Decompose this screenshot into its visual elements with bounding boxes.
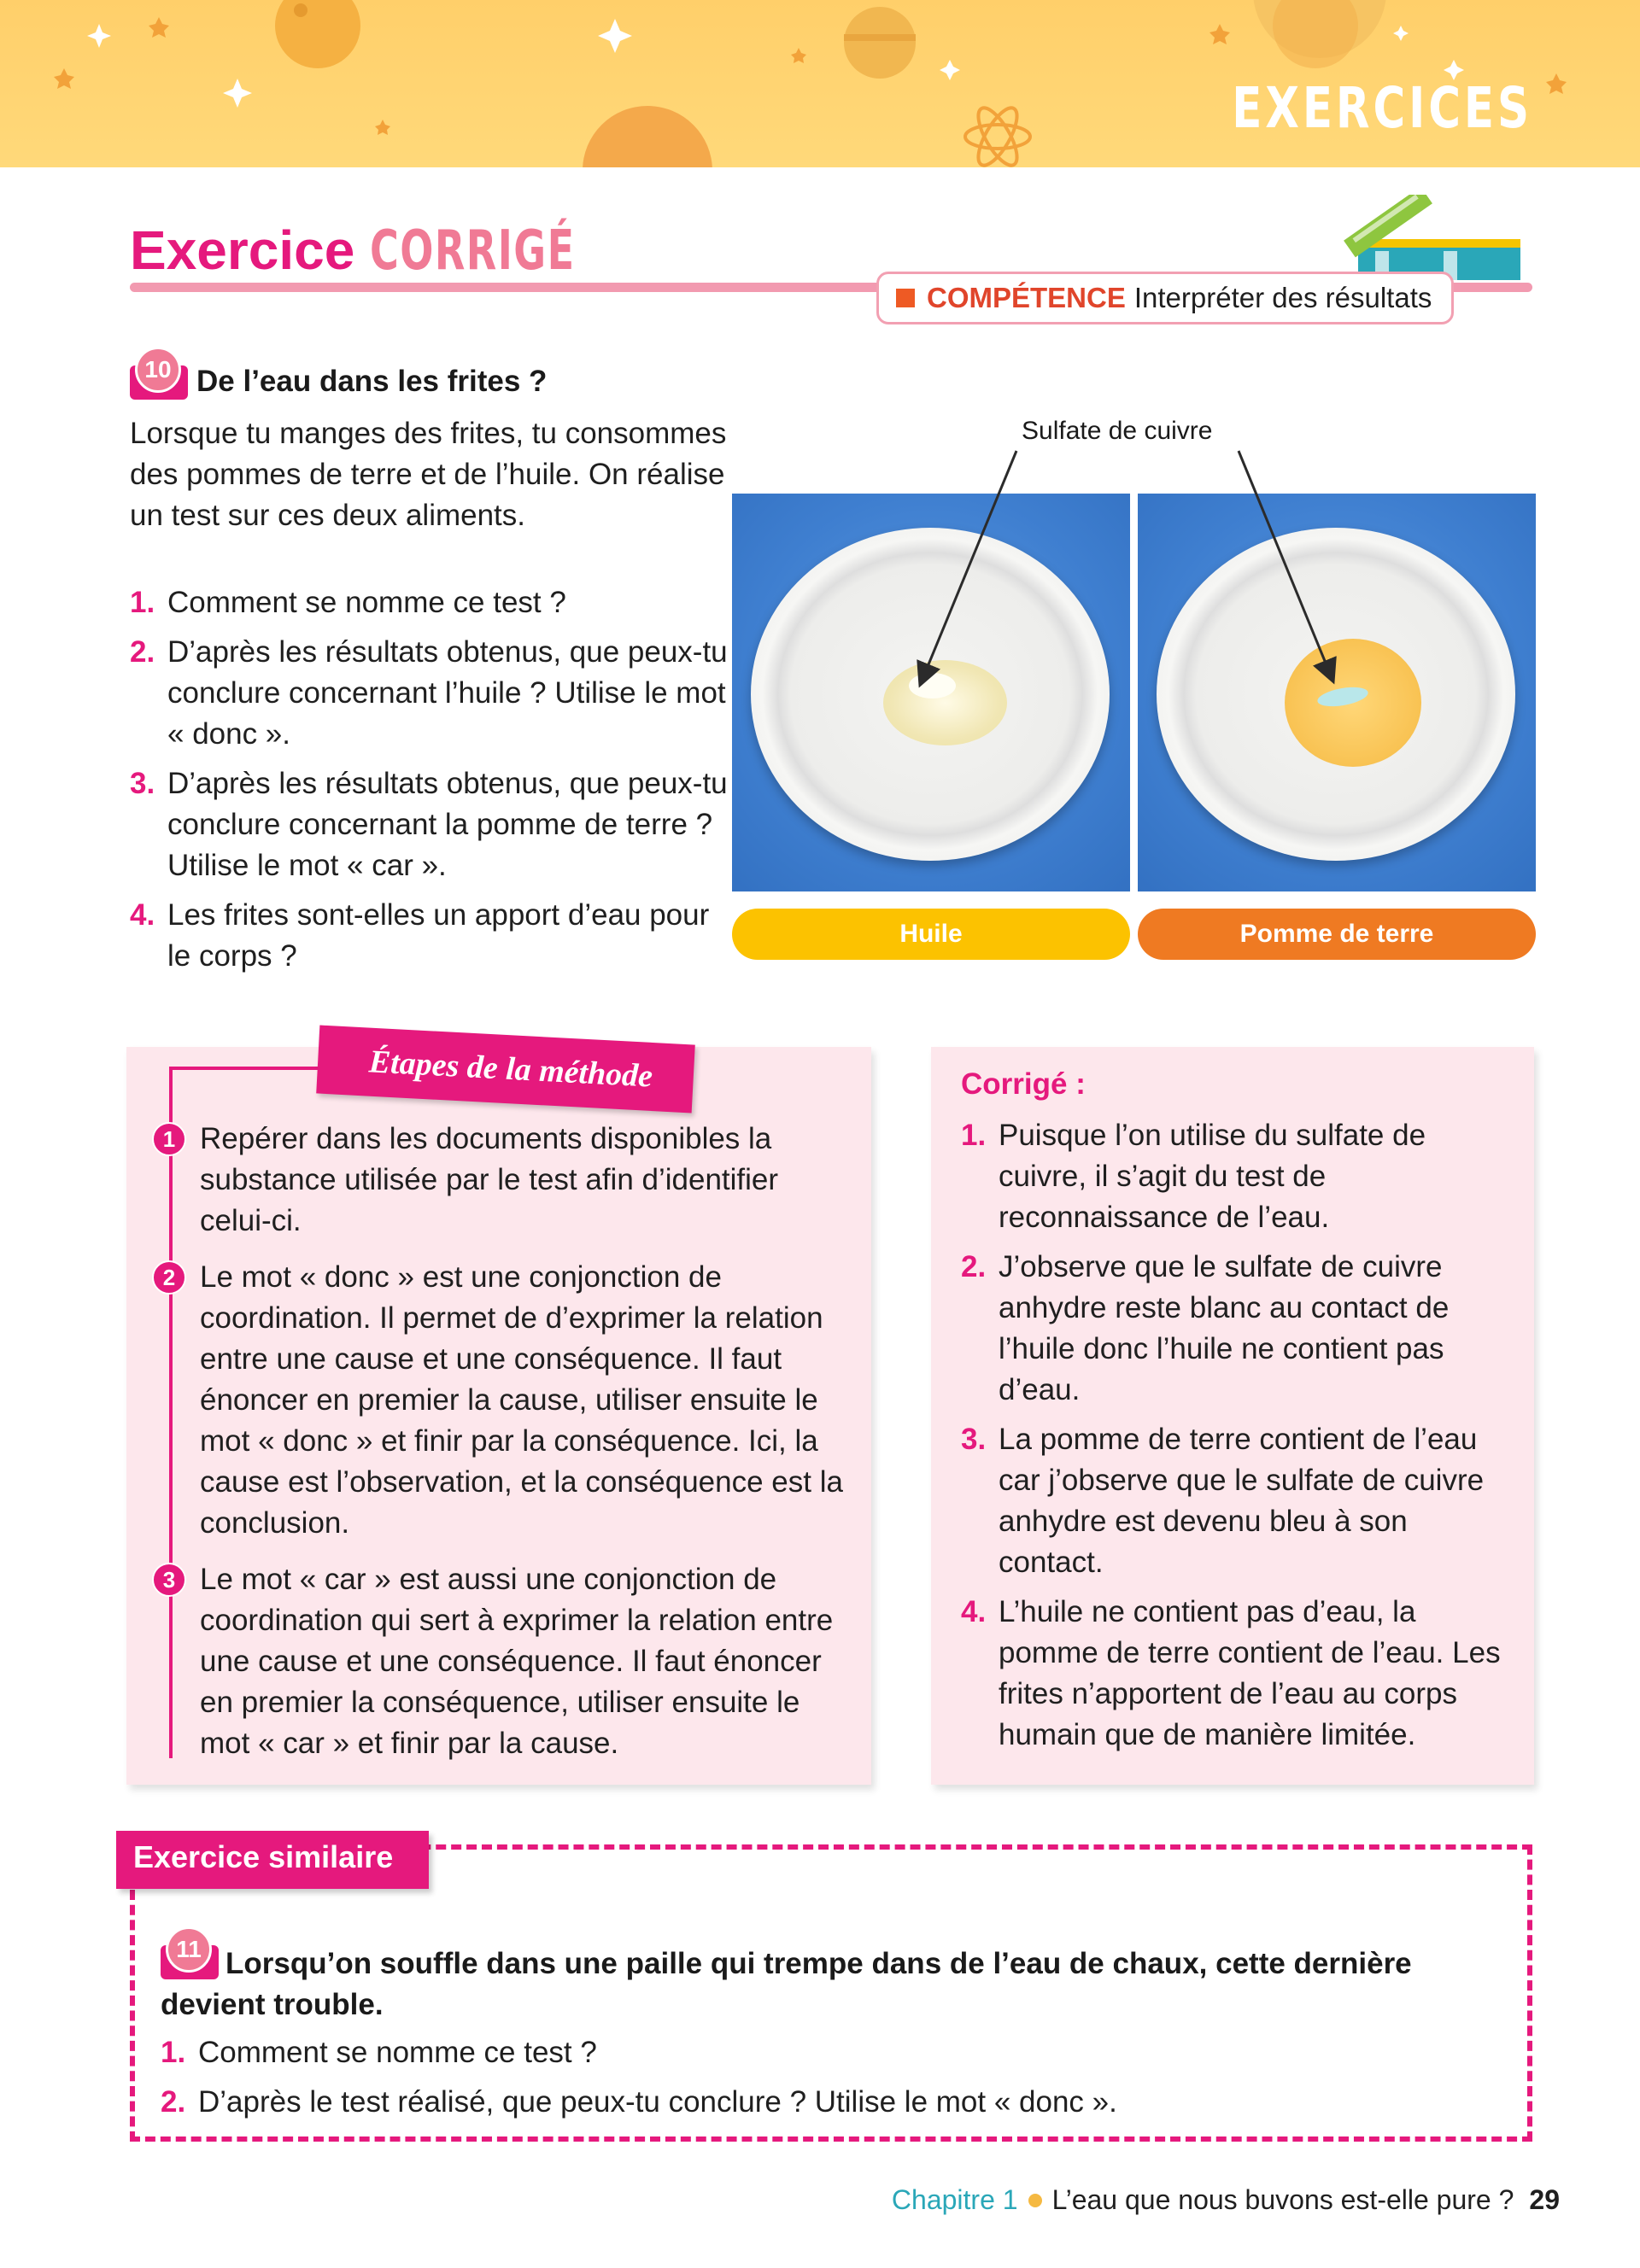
item-number: 1. <box>961 1119 987 1152</box>
plate-icon <box>751 528 1110 861</box>
item-text: Puisque l’on utilise du sulfate de cuivre, il s’agit du test de reconnaissance de l’eau. <box>999 1119 1426 1234</box>
list-item <box>961 1247 1516 1411</box>
item-text: Comment se nomme ce test ? <box>198 2036 597 2069</box>
item-text: La pomme de terre contient de l’eau car j’observe que le sulfate de cuivre anhydre est devenu bleu à son contact. <box>999 1423 1485 1579</box>
list-item <box>961 1592 1516 1756</box>
oil-plate-photo <box>732 494 1130 891</box>
step-text: Le mot « car » est aussi une conjonction de coordination qui sert à exprimer la relation entre une cause et une conséquence. Il faut énoncer en premier la conséquence, utiliser ensuite le mot « car » et finir par la cause. <box>200 1563 834 1760</box>
white-copper-sulfate <box>909 673 956 699</box>
method-title: Étapes de la méthode <box>367 1043 654 1095</box>
item-text: D’après les résultats obtenus, que peux-tu conclure concernant l’huile ? Utilise le mot « donc ». <box>167 635 728 751</box>
exercise-heading: De l’eau dans les frites ? <box>196 365 548 398</box>
potato-plate-photo <box>1138 494 1536 891</box>
item-number: 1. <box>161 2036 186 2069</box>
answer-list <box>961 1115 1516 1764</box>
item-number: 3. <box>130 767 155 800</box>
item-number: 2. <box>961 1250 987 1283</box>
competence-badge <box>876 272 1454 324</box>
item-text: D’après les résultats obtenus, que peux-tu conclure concernant la pomme de terre ? Utilise le mot « car ». <box>167 767 728 882</box>
item-number: 1. <box>130 586 155 619</box>
page-footer <box>892 2184 1560 2216</box>
item-number: 4. <box>961 1595 987 1628</box>
oil-spot <box>883 660 1007 745</box>
item-number: 2. <box>161 2085 186 2119</box>
oil-label: Huile <box>732 909 1130 960</box>
title-prefix: Exercice <box>130 219 355 281</box>
list-item <box>130 763 728 886</box>
item-number: 2. <box>130 635 155 669</box>
step-number: 2 <box>152 1260 186 1295</box>
item-text: Comment se nomme ce test ? <box>167 586 566 619</box>
list-item <box>130 632 728 755</box>
item-text: Les frites sont-elles un apport d’eau pour le corps ? <box>167 898 710 973</box>
item-number: 3. <box>961 1423 987 1456</box>
item-text: D’après le test réalisé, que peux-tu conclure ? Utilise le mot « donc ». <box>198 2085 1117 2119</box>
section-title: EXERCICES <box>1232 75 1532 141</box>
exercise-intro: Lorsque tu manges des frites, tu consommes des pommes de terre et de l’huile. On réalise un test sur ces deux aliments. <box>130 417 727 532</box>
dot-icon <box>1028 2194 1042 2207</box>
method-step <box>152 1119 852 1242</box>
step-number: 1 <box>152 1122 186 1156</box>
list-item <box>161 2032 1493 2073</box>
exercise-question: Lorsqu’on souffle dans une paille qui trempe dans de l’eau de chaux, cette dernière devient trouble. <box>161 1947 1412 2021</box>
item-text: J’observe que le sulfate de cuivre anhydre reste blanc au contact de l’huile donc l’huile ne contient pas d’eau. <box>999 1250 1450 1406</box>
chapter-title: L’eau que nous buvons est-elle pure ? <box>1051 2184 1514 2215</box>
exercise-number-badge <box>161 1936 219 1979</box>
item-text: L’huile ne contient pas d’eau, la pomme de terre contient de l’eau. Les frites n’apportent de l’eau au corps humain que de manière limitée. <box>999 1595 1501 1751</box>
list-item <box>130 895 728 977</box>
exercise-number-badge <box>130 356 188 400</box>
method-step <box>152 1257 852 1544</box>
list-item <box>961 1115 1516 1238</box>
exercise-number: 11 <box>166 1926 212 1973</box>
plate-icon <box>1157 528 1515 861</box>
competence-label: COMPÉTENCE <box>927 282 1126 313</box>
potato-label: Pomme de terre <box>1138 909 1536 960</box>
step-text: Le mot « donc » est une conjonction de coordination. Il permet de d’exprimer la relation entre une cause et une conséquence. Il faut énoncer en premier la cause, utiliser ensuite le mot « donc » et finir par la conséquence. Ici, la cause est l’observation, et la conséquence est la conclusion. <box>200 1260 843 1540</box>
question-list <box>161 2032 1493 2131</box>
list-item <box>161 2082 1493 2123</box>
answer-title: Corrigé : <box>961 1067 1086 1101</box>
step-text: Repérer dans les documents disponibles la substance utilisée par le test afin d’identifier celui-ci. <box>200 1122 779 1237</box>
page-header-banner <box>0 0 1640 167</box>
question-list <box>130 582 728 985</box>
page-number: 29 <box>1529 2184 1560 2215</box>
method-step <box>152 1559 852 1764</box>
blue-copper-sulfate <box>1316 684 1370 710</box>
list-item <box>961 1419 1516 1583</box>
title-suffix: CORRIGÉ <box>370 219 576 283</box>
photo-caption: Sulfate de cuivre <box>1022 417 1213 445</box>
competence-text: Interpréter des résultats <box>1133 282 1432 313</box>
similar-exercise-label: Exercice similaire <box>133 1839 394 1874</box>
square-icon <box>896 289 915 307</box>
step-number: 3 <box>152 1563 186 1597</box>
method-timeline-top <box>169 1067 323 1070</box>
list-item <box>130 582 728 623</box>
item-number: 4. <box>130 898 155 932</box>
potato-slice <box>1285 639 1421 767</box>
exercise-number: 10 <box>135 347 181 393</box>
chapter-label: Chapitre 1 <box>891 2184 1018 2215</box>
exercise-title <box>130 219 655 283</box>
